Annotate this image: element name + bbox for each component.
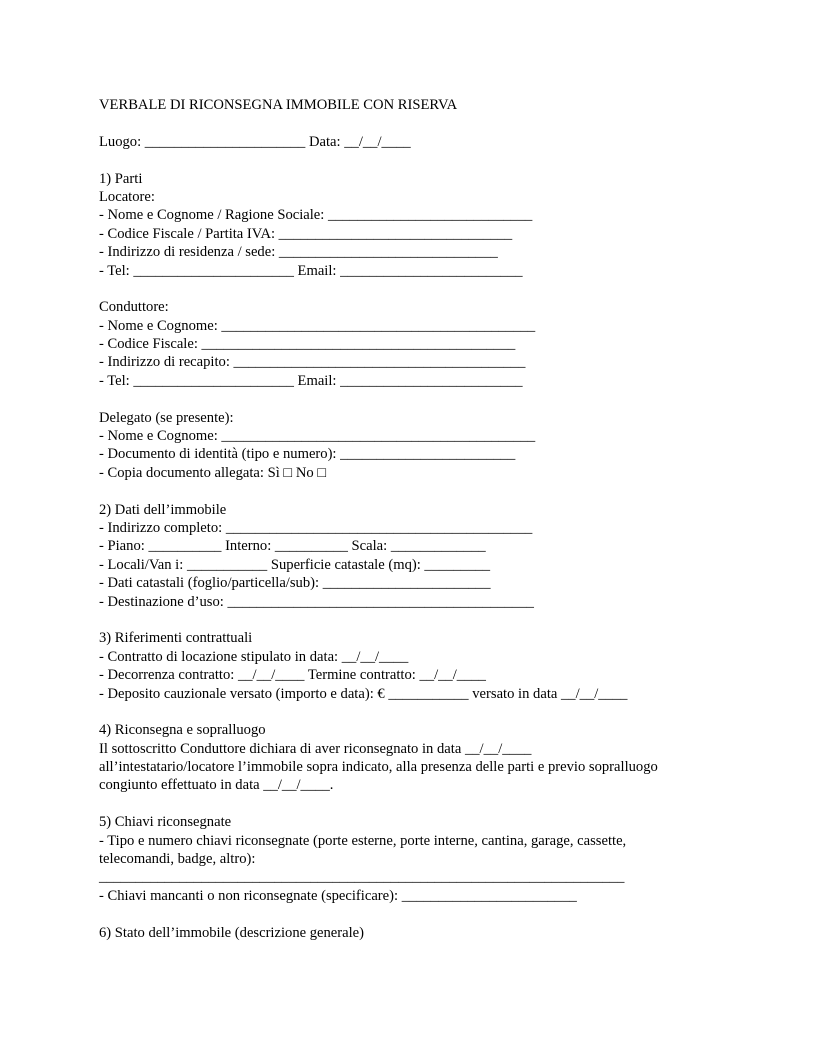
immobile-line: - Locali/Van i: ___________ Superficie catastale (mq): _________ [99,556,491,573]
delegato-line: - Copia documento allegata: Sì □ No □ [99,464,327,481]
conduttore-label: Conduttore: [99,299,169,316]
riconsegna-line: all’intestatario/locatore l’immobile sopra indicato, alla presenza delle parti e previo sopralluogo [99,759,658,776]
spacer [99,151,779,169]
delegato-line: - Nome e Cognome: ___________________________________________ [99,428,536,445]
contratto-line: - Contratto di locazione stipulato in data: __/__/____ [99,648,409,665]
locatore-line: - Indirizzo di residenza / sede: ______________________________ [99,244,498,261]
document-page [99,96,779,942]
chiavi-line: telecomandi, badge, altro): [99,851,256,868]
chiavi-line: - Tipo e numero chiavi riconsegnate (porte esterne, porte interne, cantina, garage, cassette, [99,832,627,849]
conduttore-line: - Indirizzo di recapito: ________________________________________ [99,354,526,371]
riconsegna-line: Il sottoscritto Conduttore dichiara di aver riconsegnato in data __/__/____ [99,740,532,757]
spacer [99,905,779,923]
immobile-line: - Indirizzo completo: __________________________________________ [99,519,533,536]
spacer [99,482,779,500]
section-3-heading: 3) Riferimenti contrattuali [99,630,253,647]
contratto-line: - Decorrenza contratto: __/__/____ Termine contratto: __/__/____ [99,667,486,684]
spacer [99,114,779,132]
locatore-line: - Tel: ______________________ Email: _________________________ [99,262,523,279]
immobile-line: - Piano: __________ Interno: __________ Scala: _____________ [99,538,486,555]
section-1-heading: 1) Parti [99,170,143,187]
immobile-line: - Dati catastali (foglio/particella/sub): _______________________ [99,575,491,592]
delegato-label: Delegato (se presente): [99,409,234,426]
luogo-data-line: Luogo: ______________________ Data: __/__/____ [99,133,411,150]
locatore-line: - Codice Fiscale / Partita IVA: ________________________________ [99,225,513,242]
conduttore-line: - Nome e Cognome: ___________________________________________ [99,317,536,334]
section-5-heading: 5) Chiavi riconsegnate [99,814,232,831]
chiavi-mancanti-line: - Chiavi mancanti o non riconsegnate (specificare): ________________________ [99,887,577,904]
document-title: VERBALE DI RICONSEGNA IMMOBILE CON RISERVA [99,97,458,113]
spacer [99,611,779,629]
chiavi-blank-line: ________________________________________________________________________ [99,869,625,886]
spacer [99,390,779,408]
locatore-label: Locatore: [99,188,155,205]
immobile-line: - Destinazione d’uso: __________________________________________ [99,593,534,610]
section-2-heading: 2) Dati dell’immobile [99,501,227,518]
riconsegna-line: congiunto effettuato in data __/__/____. [99,777,334,794]
spacer [99,280,779,298]
contratto-line: - Deposito cauzionale versato (importo e data): € ___________ versato in data __/__/____ [99,685,628,702]
delegato-line: - Documento di identità (tipo e numero): ________________________ [99,446,516,463]
conduttore-line: - Tel: ______________________ Email: _________________________ [99,372,523,389]
spacer [99,795,779,813]
section-6-heading: 6) Stato dell’immobile (descrizione generale) [99,924,365,941]
conduttore-line: - Codice Fiscale: ___________________________________________ [99,336,516,353]
section-4-heading: 4) Riconsegna e sopralluogo [99,722,266,739]
locatore-line: - Nome e Cognome / Ragione Sociale: ____________________________ [99,207,533,224]
spacer [99,703,779,721]
